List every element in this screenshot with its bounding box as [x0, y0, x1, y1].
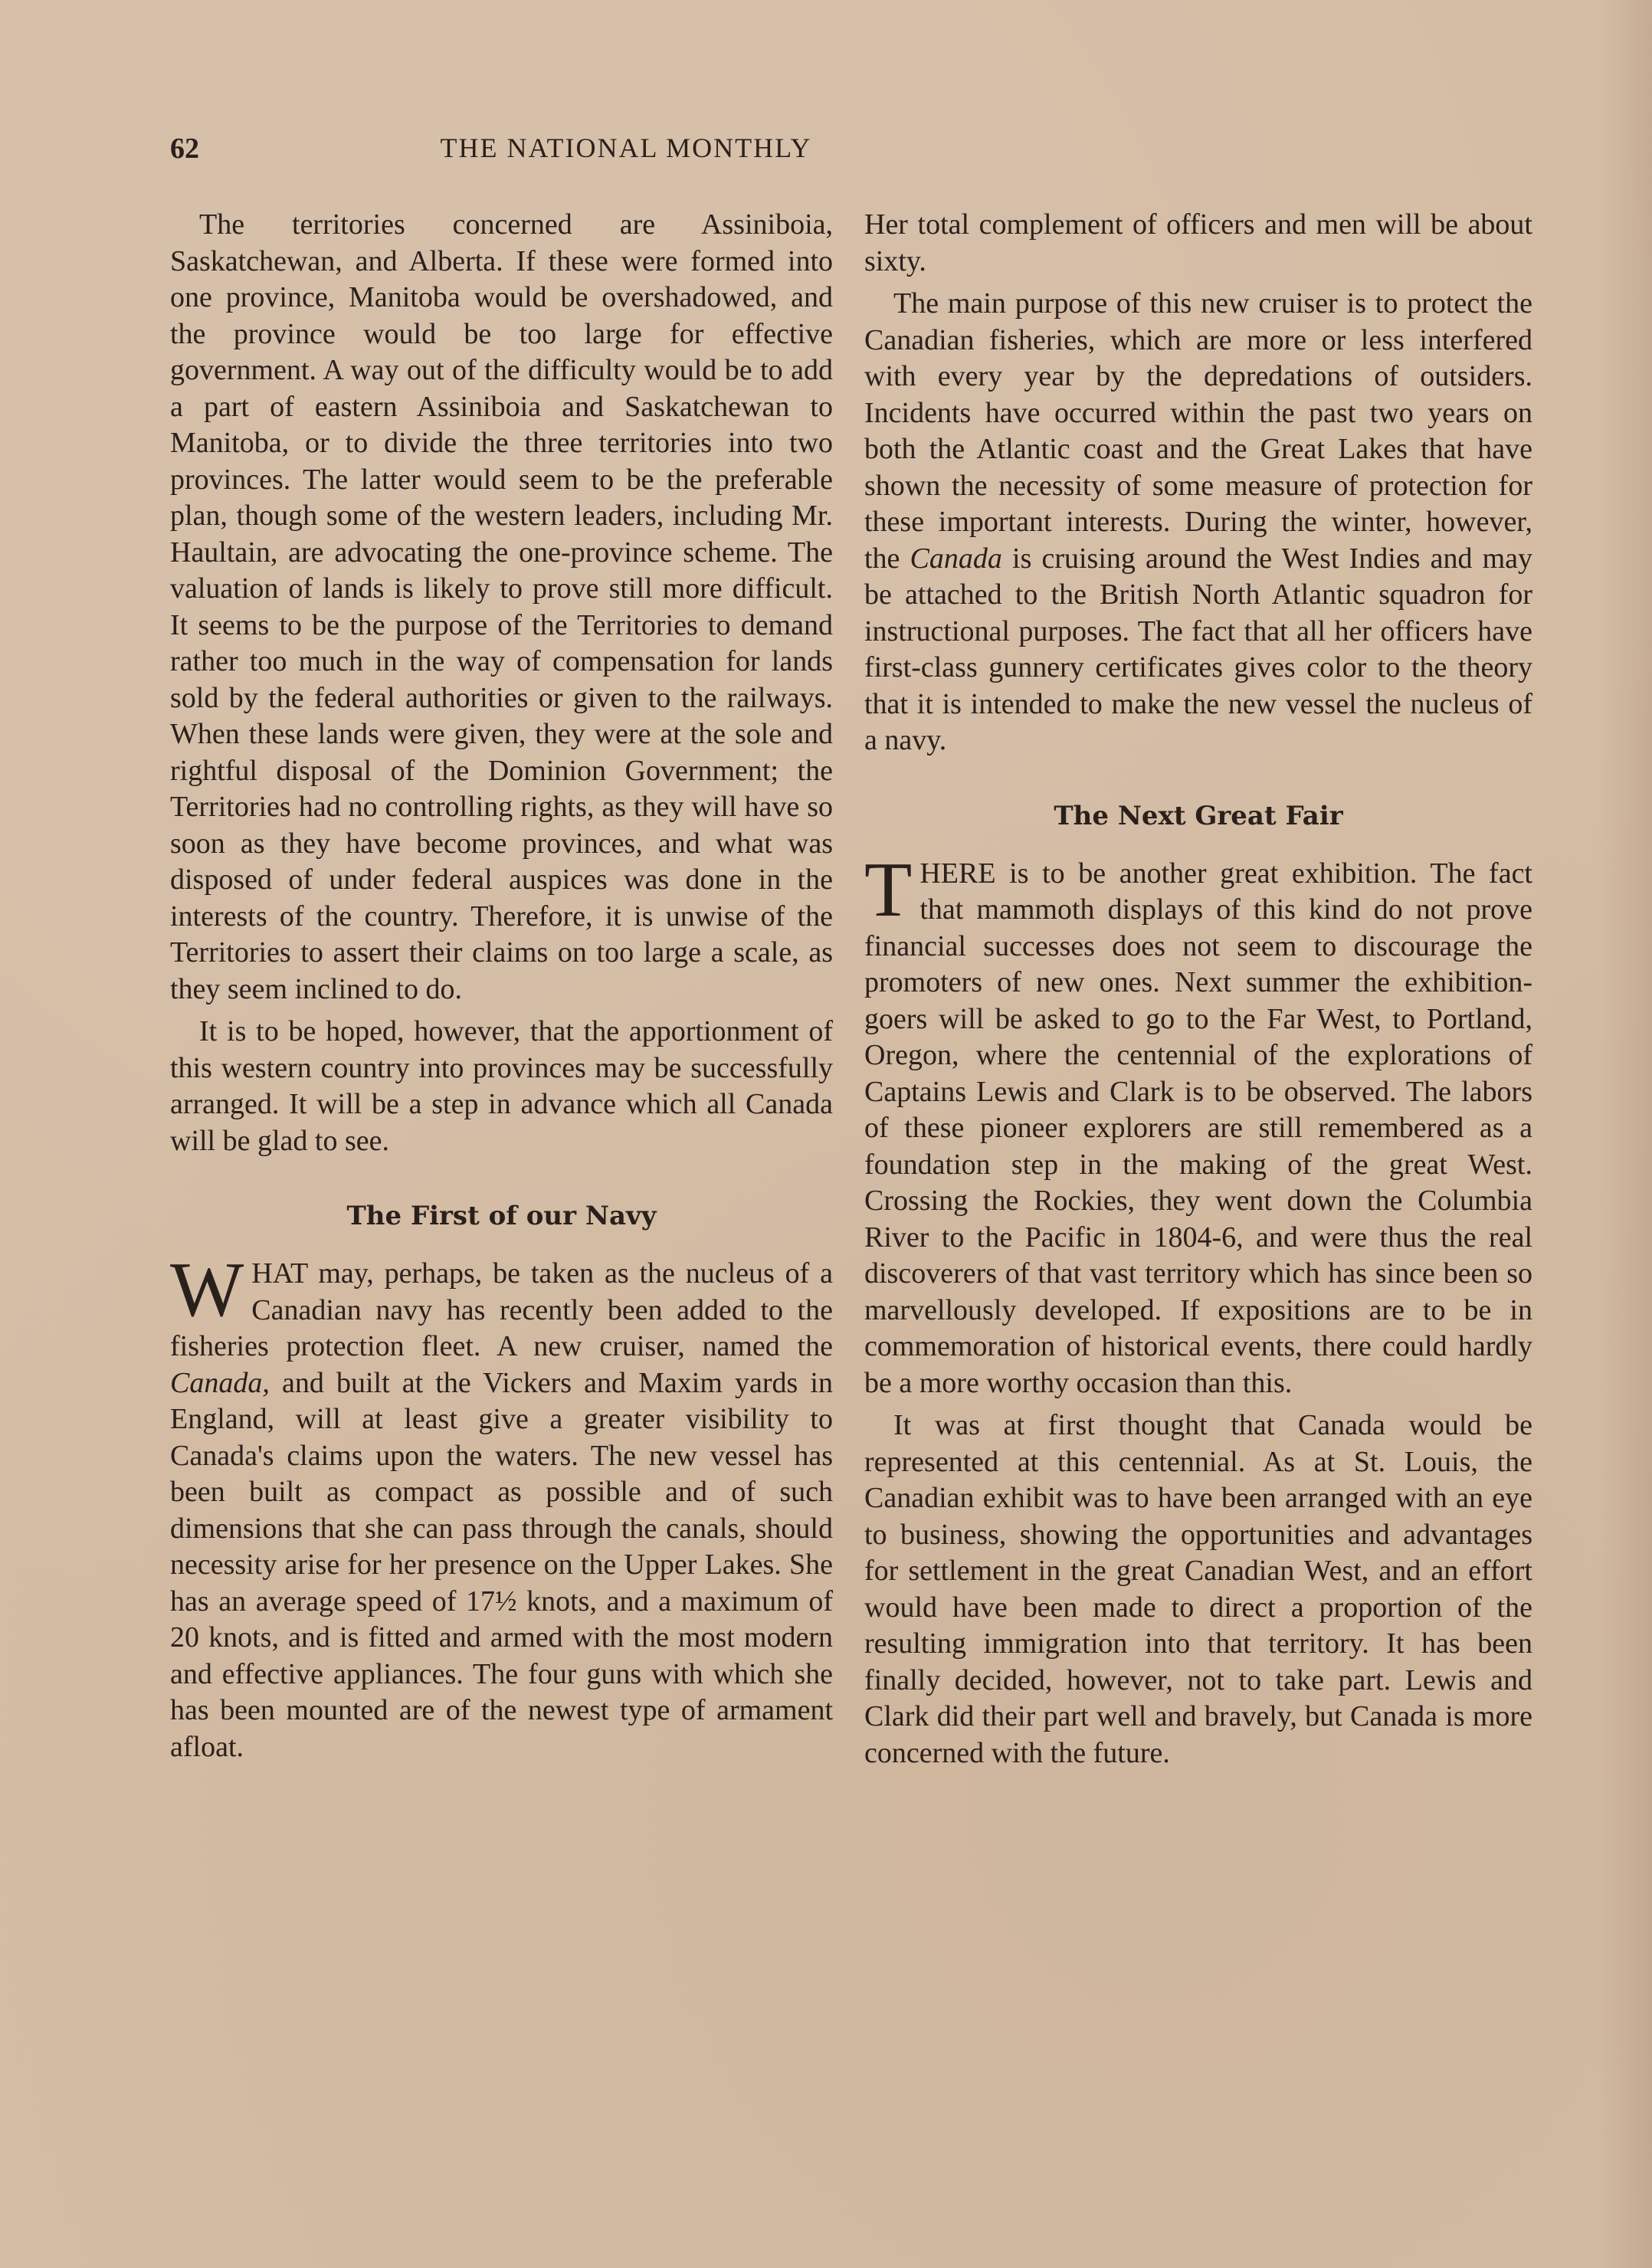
drop-cap-t: T	[864, 846, 913, 933]
fair-text: HERE is to be another great exhibition. The fact that mammoth displays of this kind do not prove financial successes does not seem to discourage the promoters of new ones. Next summer the exhibition-goers will be asked to go to the Far West, to Portland, Oregon, where the centennial of the explorations of Captains Lewis and Clark is to be observed. The labors of these pioneer explorers are still remembered as a foundation step in the making of the great West. Crossing the Rockies, they went down the Columbia River to the Pacific in 1804-6, and were thus the real discoverers of that vast territory which has since been so marvellously developed. If expositions are to be in commemoration of historical events, there could hardly be a more worthy occasion than this.	[864, 857, 1532, 1399]
section-heading-fair: The Next Great Fair	[1054, 800, 1343, 831]
fair-paragraph	[864, 846, 1532, 1402]
page-number: 62	[170, 133, 199, 165]
navy-text-start: HAT may, perhaps, be taken as the nucleus of a Canadian navy has recently been added to the fisheries protection fleet. A new cruiser, named the	[170, 1257, 833, 1362]
section-heading-navy: The First of our Navy	[346, 1201, 657, 1231]
cruiser-purpose-paragraph	[864, 286, 1532, 759]
ship-name-canada: Canada,	[170, 1366, 270, 1399]
right-column	[864, 207, 1532, 1771]
left-column	[170, 207, 833, 1765]
cruiser-text-rest: is cruising around the West Indies and may be attached to the British North Atlantic squadron for instructional purposes. The fact that all her officers have first-class gunnery certificates gives color to the theory that it is intended to make the new vessel the nucleus of a navy.	[864, 542, 1532, 756]
page-edge-shadow	[1598, 0, 1652, 2268]
navy-paragraph	[170, 1247, 833, 1765]
drop-cap-w: W	[170, 1247, 244, 1333]
navy-text-rest: and built at the Vickers and Maxim yards in England, will at least give a greater visibility to Canada's claims upon the waters. The new vessel has been built as compact as possible and of such dimensions that she can pass through the canals, should necessity arise for her presence on the Upper Lakes. She has an average speed of 17½ knots, and a maximum of 20 knots, and is fitted and armed with the most modern and effective appliances. The four guns with which she has been mounted are of the newest type of armament afloat.	[170, 1366, 833, 1763]
journal-title: THE NATIONAL MONTHLY	[440, 133, 812, 163]
territories-paragraph: The territories concerned are Assiniboia, Saskatchewan, and Alberta. If these were formed into one province, Manitoba would be overshadowed, and the province would be too large for effective government. A way out of the difficulty would be to add a part of eastern Assiniboia and Saskatchewan to Manitoba, or to divide the three territories into two provinces. The latter would seem to be the preferable plan, though some of the western leaders, including Mr. Haultain, are advocating the one-province scheme. The valuation of lands is likely to prove still more difficult. It seems to be the purpose of the Territories to demand rather too much in the way of compensation for lands sold by the federal authorities or given to the railways. When these lands were given, they were at the sole and rightful disposal of the Dominion Government; the Territories had no controlling rights, as they will have so soon as they have become provinces, and what was disposed of under federal auspices was done in the interests of the country. Therefore, it is unwise of the Territories to assert their claims on too large a scale, as they seem inclined to do.	[170, 208, 833, 1005]
ship-name-canada-2: Canada	[910, 542, 1002, 575]
centennial-paragraph: It was at first thought that Canada would be represented at this centennial. As at St. Louis, the Canadian exhibit was to have been arranged with an eye to business, showing the opportunities and advantages for settlement in the great Canadian West, and an effort would have been made to direct a proportion of the resulting immigration into that territory. It has been finally decided, however, not to take part. Lewis and Clark did their part well and bravely, but Canada is more concerned with the future.	[864, 1409, 1532, 1769]
running-header	[170, 132, 1082, 170]
complement-paragraph: Her total complement of officers and men will be about sixty.	[864, 208, 1532, 277]
cruiser-text-start: The main purpose of this new cruiser is to protect the Canadian fisheries, which are more or less interfered with every year by the depredations of outsiders. Incidents have occurred within the past two years on both the Atlantic coast and the Great Lakes that have shown the necessity of some measure of protection for these important interests. During the winter, however, the	[864, 287, 1532, 575]
apportionment-paragraph: It is to be hoped, however, that the apportionment of this western country into provinces may be successfully arranged. It will be a step in advance which all Canada will be glad to see.	[170, 1015, 833, 1157]
